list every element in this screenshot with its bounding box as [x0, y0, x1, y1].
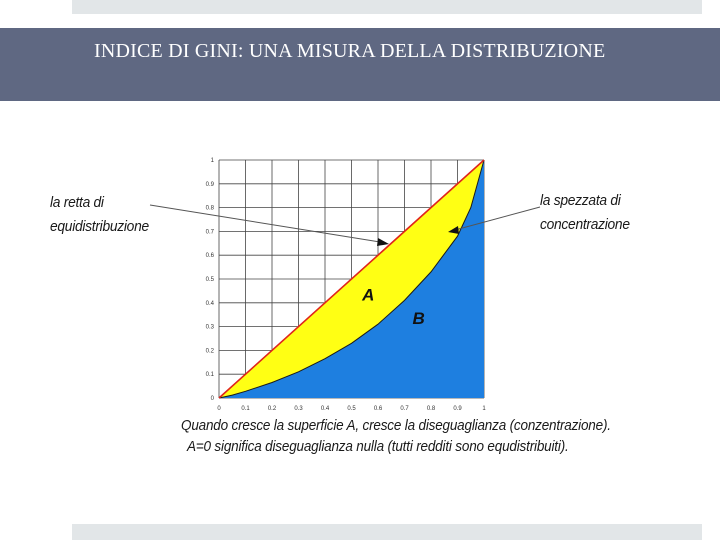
caption-line-1: Quando cresce la superficie A, cresce la diseguaglianza (conzentrazione).	[181, 417, 611, 434]
x-tick-label: 0.6	[373, 406, 383, 412]
y-tick-label: 0.6	[205, 253, 214, 260]
bottom-decoration-strip	[72, 524, 702, 540]
y-tick-label: 0.5	[205, 277, 214, 283]
equidistribution-annotation-line2: equidistribuzione	[50, 218, 149, 235]
x-tick-label: 0.4	[320, 406, 330, 412]
equidistribution-annotation-line1: la retta di	[50, 194, 104, 211]
left-arrowhead	[377, 238, 389, 246]
x-tick-label: 0.2	[267, 406, 277, 412]
x-tick-label: 0.9	[453, 406, 462, 412]
y-tick-label: 0.3	[205, 324, 214, 331]
caption-line-2: A=0 significa diseguaglianza nulla (tutti redditi sono equdistribuiti).	[187, 438, 569, 455]
concentration-annotation-line2: concentrazione	[540, 216, 630, 233]
y-tick-label: 1	[210, 158, 214, 164]
left-pointer-arrow	[150, 205, 380, 242]
y-tick-label: 0.2	[205, 348, 214, 355]
y-tick-label: 0	[210, 396, 214, 402]
concentration-annotation	[540, 189, 630, 237]
slide-title: INDICE DI GINI: UNA MISURA DELLA DISTRIBUZIONE	[94, 40, 606, 62]
x-tick-label: 0.5	[347, 406, 356, 412]
x-tick-label: 0	[217, 406, 221, 412]
y-tick-label: 0.4	[205, 300, 214, 307]
y-tick-label: 0.8	[205, 205, 214, 212]
x-tick-label: 0.8	[426, 406, 436, 412]
x-tick-label: 0.3	[294, 406, 303, 412]
x-tick-label: 1	[482, 406, 486, 412]
x-tick-label: 0.7	[400, 406, 409, 412]
x-tick-label: 0.1	[241, 406, 250, 412]
y-tick-label: 0.9	[205, 181, 214, 188]
area-a-label: A	[362, 285, 375, 305]
area-b-label: B	[412, 309, 425, 329]
y-tick-label: 0.7	[205, 229, 214, 236]
concentration-annotation-line1: la spezzata di	[540, 192, 621, 209]
equidistribution-annotation	[50, 191, 149, 239]
y-tick-label: 0.1	[205, 372, 214, 379]
